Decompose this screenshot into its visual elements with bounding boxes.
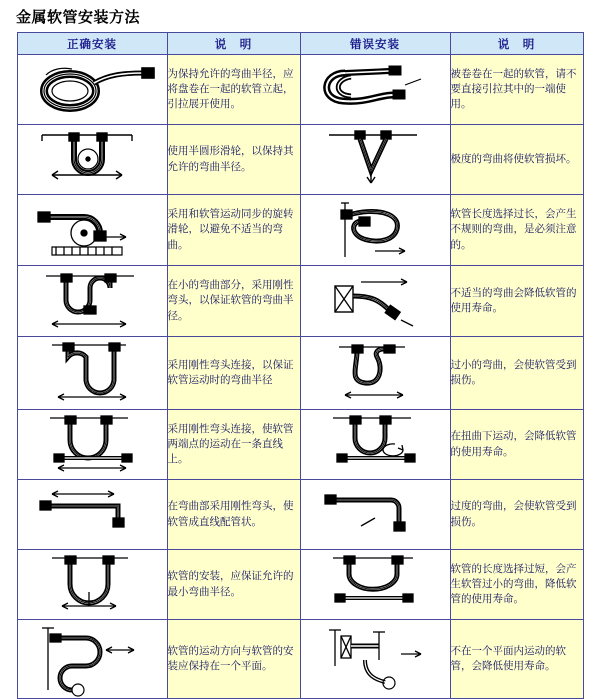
table-row <box>17 125 583 195</box>
figure-correct-semicircular-sheave-loop <box>17 125 167 195</box>
table-row <box>17 480 583 550</box>
figure-wrong-twisting-u-bend-motion <box>300 410 450 480</box>
figure-correct-rigid-elbow-u-loop-motion <box>17 337 167 410</box>
description-cell: 在弯曲部采用刚性弯头，使软管成直线配管状。 <box>167 480 300 550</box>
figure-correct-straight-pipe-with-elbow <box>17 480 167 550</box>
header-correct-description: 说 明 <box>167 33 300 55</box>
header-row <box>17 33 583 55</box>
description-cell: 软管的长度选择过短，会产生软管过小的弯曲，降低软管的使用寿命。 <box>450 550 583 620</box>
table-body <box>17 55 583 699</box>
figure-wrong-improper-bend-at-fitting <box>300 266 450 337</box>
description-cell: 过小的弯曲，会使软管受到损伤。 <box>450 337 583 410</box>
description-cell: 采用和软管运动同步的旋转滑轮，以避免不适当的弯曲。 <box>167 195 300 266</box>
description-cell: 采用刚性弯头连接，以保证软管运动时的弯曲半径 <box>167 337 300 410</box>
figure-correct-rotating-sheave-with-chain <box>17 195 167 266</box>
table-row <box>17 55 583 125</box>
description-cell: 在小的弯曲部分，采用刚性弯头，以保证软管的弯曲半径。 <box>167 266 300 337</box>
table-row <box>17 550 583 620</box>
description-cell: 软管的安装，应保证允许的最小弯曲半径。 <box>167 550 300 620</box>
figure-wrong-motion-out-of-plane <box>300 620 450 699</box>
figure-wrong-coiled-hose-pulled-one-end <box>300 55 450 125</box>
description-cell: 极度的弯曲将使软管损坏。 <box>450 125 583 195</box>
figure-correct-u-hose-min-bend-radius <box>17 550 167 620</box>
figure-correct-rigid-elbows-straight-line-ends <box>17 410 167 480</box>
header-correct-install: 正确安装 <box>17 33 167 55</box>
description-cell: 软管长度选择过长，会产生不规则的弯曲，是必须注意的。 <box>450 195 583 266</box>
figure-wrong-over-bent-right-angle <box>300 480 450 550</box>
table-row <box>17 195 583 266</box>
figure-wrong-long-hose-small-bend <box>300 550 450 620</box>
table-row <box>17 266 583 337</box>
table-row <box>17 337 583 410</box>
table-header <box>17 33 583 55</box>
header-wrong-install: 错误安装 <box>300 33 450 55</box>
figure-correct-motion-plane-aligned <box>17 620 167 699</box>
description-cell: 过度的弯曲，会使软管受到损伤。 <box>450 480 583 550</box>
description-cell: 不适当的弯曲会降低软管的使用寿命。 <box>450 266 583 337</box>
hose-installation-table <box>17 32 584 699</box>
description-cell: 软管的运动方向与软管的安装应保持在一个平面。 <box>167 620 300 699</box>
description-cell: 不在一个平面内运动的软管，会降低使用寿命。 <box>450 620 583 699</box>
description-cell: 在扭曲下运动，会降低软管的使用寿命。 <box>450 410 583 480</box>
description-cell: 使用半圆形滑轮，以保持其允许的弯曲半径。 <box>167 125 300 195</box>
figure-wrong-sharp-v-bend-over-edge <box>300 125 450 195</box>
description-cell: 被卷卷在一起的软管，请不要直接引拉其中的一端使用。 <box>450 55 583 125</box>
header-wrong-description: 说 明 <box>450 33 583 55</box>
figure-wrong-too-small-bend-radius-loop <box>300 337 450 410</box>
figure-correct-rigid-elbow-small-bend <box>17 266 167 337</box>
figure-correct-coiled-hose-vertical-unwind <box>17 55 167 125</box>
description-cell: 采用刚性弯头连接，使软管两端点的运动在一条直线上。 <box>167 410 300 480</box>
description-cell: 为保持允许的弯曲半径，应将盘卷在一起的软管立起，引拉展开使用。 <box>167 55 300 125</box>
page-title: 金属软管安装方法 <box>16 8 141 26</box>
figure-wrong-excess-length-irregular-bend <box>300 195 450 266</box>
table-row <box>17 410 583 480</box>
table-row <box>17 620 583 699</box>
